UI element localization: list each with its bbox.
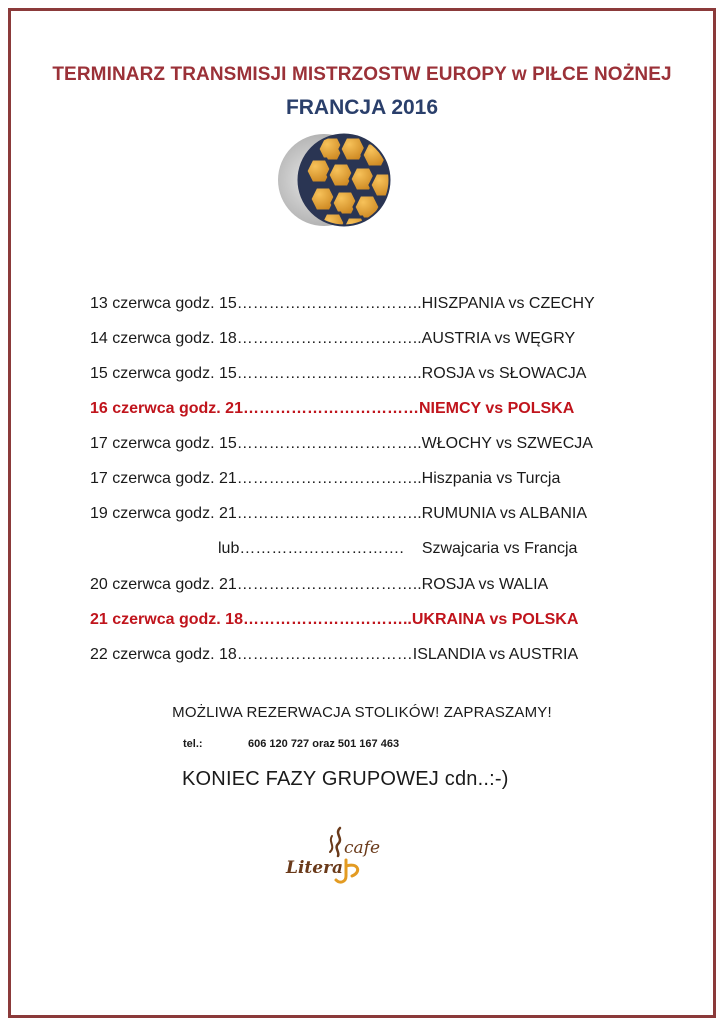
logo-word-litera: Litera <box>286 858 344 878</box>
match-date: 22 czerwca godz. 18 <box>90 646 237 663</box>
page-title: TERMINARZ TRANSMISJI MISTRZOSTW EUROPY w PIŁCE NOŻNEJ <box>52 64 672 85</box>
schedule-row <box>90 292 595 316</box>
match-date: 20 czerwca godz. 21 <box>90 576 237 593</box>
match-date: 17 czerwca godz. 21 <box>90 470 237 487</box>
closing-note: KONIEC FAZY GRUPOWEJ cdn..:-) <box>182 768 509 790</box>
dot-leader: …………………………. <box>239 540 404 557</box>
match-teams: Szwajcaria vs Francja <box>421 540 578 557</box>
match-teams: ROSJA vs WALIA <box>421 576 549 593</box>
match-teams: WŁOCHY vs SZWECJA <box>421 435 593 452</box>
schedule-row <box>90 362 586 386</box>
match-teams: UKRAINA vs POLSKA <box>411 611 579 628</box>
schedule-row-highlighted <box>90 397 574 421</box>
dot-leader: …………………………….. <box>236 576 422 593</box>
match-teams: NIEMCY vs POLSKA <box>418 400 575 417</box>
match-date: 16 czerwca godz. 21 <box>90 400 243 417</box>
litera-cafe-logo <box>282 822 392 886</box>
alternative-label: lub <box>218 540 240 557</box>
phone-numbers: 606 120 727 oraz 501 167 463 <box>248 738 400 750</box>
schedule-row <box>90 502 587 526</box>
match-teams: ROSJA vs SŁOWACJA <box>421 365 587 382</box>
phone-label: tel.: <box>183 738 203 750</box>
schedule-row <box>90 327 575 351</box>
match-date: 14 czerwca godz. 18 <box>90 330 237 347</box>
schedule-row-alternative <box>218 537 577 561</box>
dot-leader: …………………………….. <box>236 470 422 487</box>
dot-leader: …………………………… <box>242 400 419 417</box>
dot-leader: …………………………….. <box>236 505 422 522</box>
dot-leader: …………………………….. <box>236 435 422 452</box>
match-date: 15 czerwca godz. 15 <box>90 365 237 382</box>
reservation-note: MOŻLIWA REZERWACJA STOLIKÓW! ZAPRASZAMY! <box>172 704 552 721</box>
match-teams: RUMUNIA vs ALBANIA <box>421 505 588 522</box>
dot-leader: ………………………….. <box>242 611 412 628</box>
match-date: 13 czerwca godz. 15 <box>90 295 237 312</box>
logo-word-cafe: cafe <box>344 838 381 858</box>
soccer-ball-icon <box>276 133 394 227</box>
schedule-row <box>90 643 578 667</box>
match-teams: Hiszpania vs Turcja <box>421 470 561 487</box>
schedule-row <box>90 573 548 597</box>
schedule-row-highlighted <box>90 608 578 632</box>
schedule-row <box>90 432 593 456</box>
match-teams: AUSTRIA vs WĘGRY <box>421 330 576 347</box>
match-date: 21 czerwca godz. 18 <box>90 611 243 628</box>
schedule-row <box>90 467 560 491</box>
dot-leader: …………………………… <box>236 646 413 663</box>
dot-leader: …………………………….. <box>236 365 422 382</box>
match-teams: ISLANDIA vs AUSTRIA <box>412 646 579 663</box>
page-subtitle: FRANCJA 2016 <box>285 96 439 119</box>
dot-leader: …………………………….. <box>236 330 422 347</box>
dot-leader: …………………………….. <box>236 295 422 312</box>
match-date: 19 czerwca godz. 21 <box>90 505 237 522</box>
match-date: 17 czerwca godz. 15 <box>90 435 237 452</box>
match-teams: HISZPANIA vs CZECHY <box>421 295 595 312</box>
